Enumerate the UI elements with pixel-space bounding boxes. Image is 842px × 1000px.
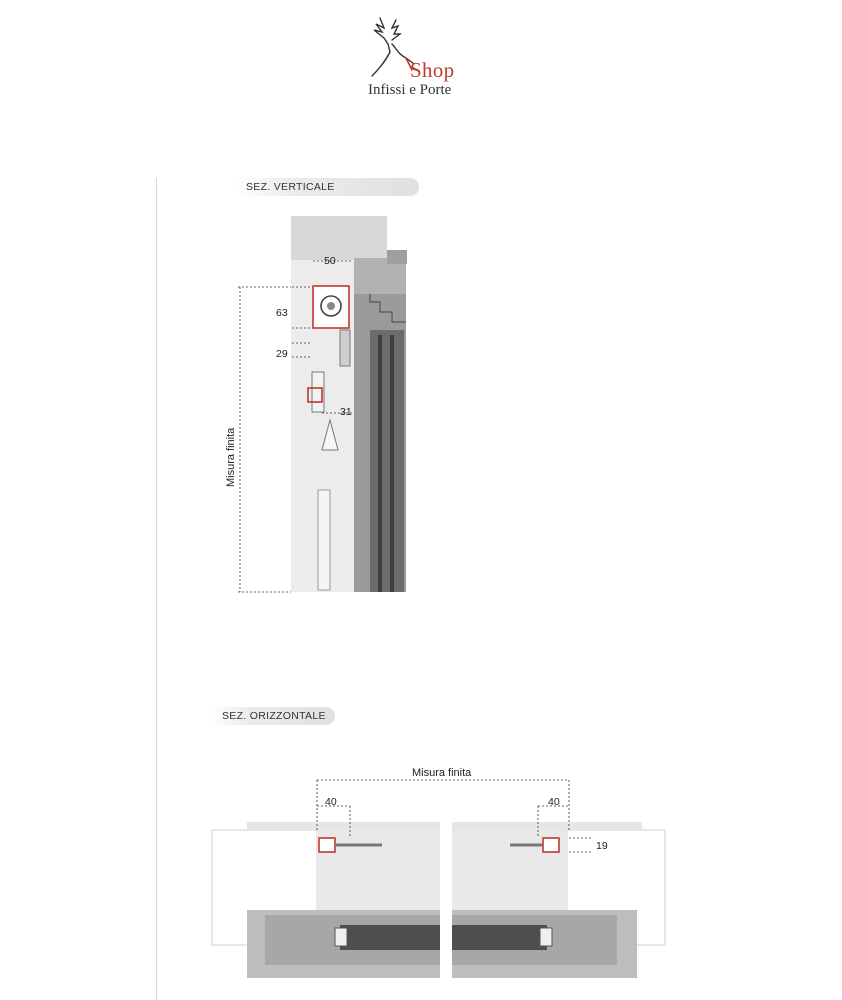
dim-width-50: 50 — [324, 255, 336, 267]
stopper-left — [319, 838, 335, 852]
dim-offset-31: 31 — [340, 406, 352, 418]
dim-side-19: 19 — [596, 840, 608, 852]
guide-left — [335, 928, 347, 946]
dim-left-40: 40 — [325, 796, 337, 808]
dim-finished-size-vertical: Misura finita — [225, 427, 237, 487]
guide-right — [540, 928, 552, 946]
dim-height-63: 63 — [276, 307, 288, 319]
section-label-vertical: SEZ. VERTICALE — [236, 178, 419, 196]
brand-tagline: Infissi e Porte — [368, 82, 452, 98]
dim-right-40: 40 — [548, 796, 560, 808]
glass-left — [340, 925, 440, 950]
glass-right — [452, 925, 547, 950]
brand-name: Shop — [410, 58, 455, 82]
dim-gap-29: 29 — [276, 348, 288, 360]
stopper-right — [543, 838, 559, 852]
cassette-top-right — [452, 822, 642, 830]
dim-finished-size-horizontal: Misura finita — [412, 767, 472, 779]
section-label-horizontal: SEZ. ORIZZONTALE — [212, 707, 335, 725]
cassette-top-left — [247, 822, 440, 830]
